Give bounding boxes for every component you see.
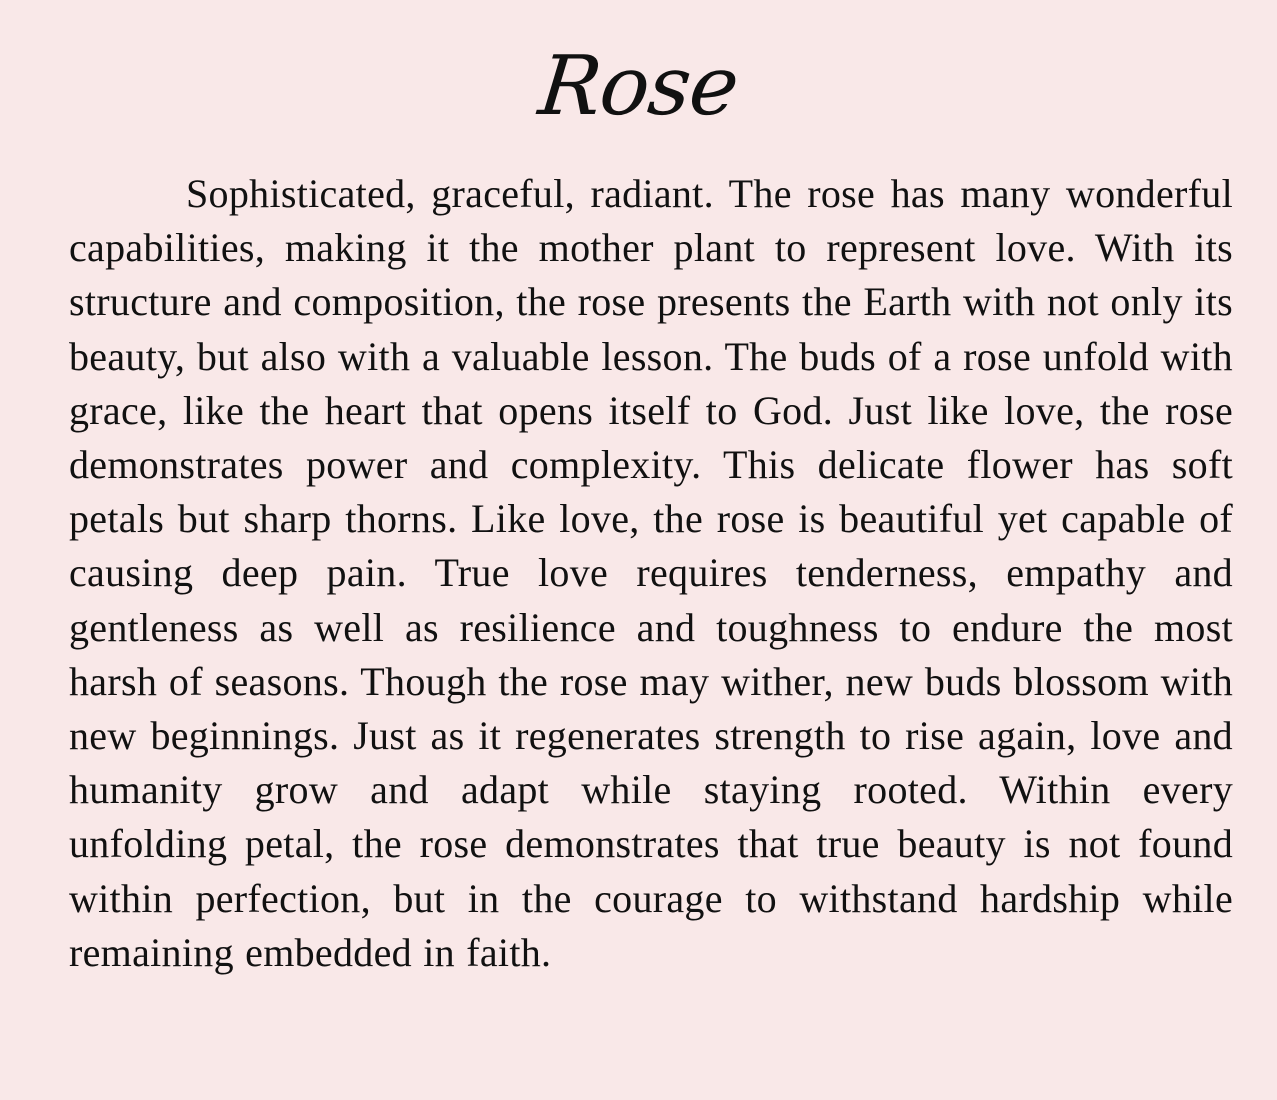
body-paragraph: Sophisticated, graceful, radiant. The rose has many wonderful capabilities, making it the mother plant to represent love. With its structure and composition, the rose presents the Earth with not only its beauty, but also with a valuable lesson. The buds of a rose unfold with grace, like the heart that opens itself to God. Just like love, the rose demonstrates power and complexity. This delicate flower has soft petals but sharp thorns. Like love, the rose is beautiful yet capable of causing deep pain. True love requires tenderness, empathy and gentleness as well as resilience and toughness to endure the most harsh of seasons. Though the rose may wither, new buds blossom with new beginnings. Just as it regenerates strength to rise again, love and humanity grow and adapt while staying rooted. Within every unfolding petal, the rose demonstrates that true beauty is not found within perfection, but in the courage to withstand hardship while remaining embedded in faith. — [69, 171, 1233, 975]
page-title: Rose — [534, 39, 743, 134]
